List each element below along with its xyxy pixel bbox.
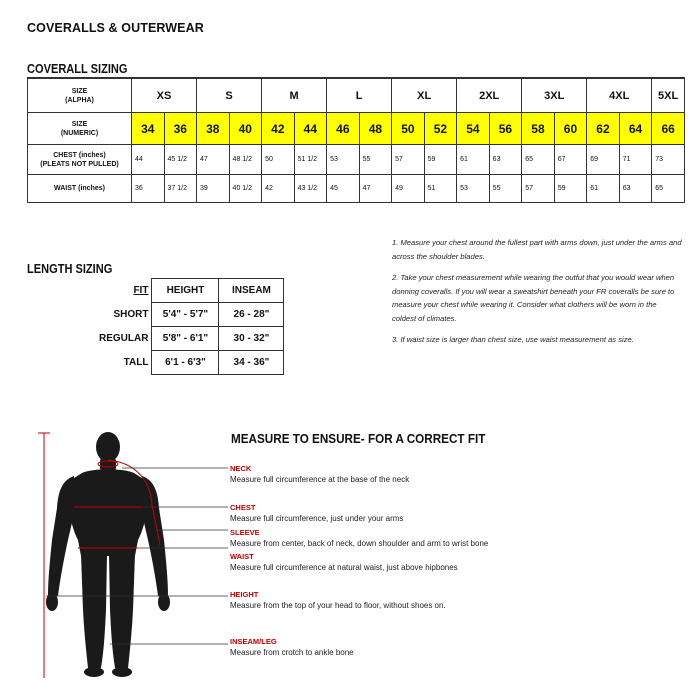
chest-value-cell: 48 1/2 xyxy=(229,145,262,175)
measure-desc: Measure from crotch to ankle bone xyxy=(230,648,354,657)
chest-value-cell: 50 xyxy=(262,145,295,175)
measure-label: SLEEVE xyxy=(230,528,260,537)
numeric-size-cell: 64 xyxy=(619,113,652,145)
chest-value-cell: 47 xyxy=(197,145,230,175)
chest-row xyxy=(28,145,685,175)
chest-value-cell: 51 1/2 xyxy=(294,145,327,175)
chest-value-cell: 45 1/2 xyxy=(164,145,197,175)
length-row xyxy=(95,327,284,351)
waist-row xyxy=(28,175,685,203)
page-title: COVERALLS & OUTERWEAR xyxy=(27,21,204,35)
waist-value-cell: 39 xyxy=(197,175,230,203)
numeric-size-cell: 66 xyxy=(652,113,685,145)
chest-value-cell: 57 xyxy=(392,145,425,175)
height-header: HEIGHT xyxy=(152,279,219,303)
numeric-size-cell: 62 xyxy=(587,113,620,145)
waist-value-cell: 65 xyxy=(652,175,685,203)
waist-value-cell: 53 xyxy=(457,175,490,203)
waist-value-cell: 51 xyxy=(424,175,457,203)
alpha-size-cell: S xyxy=(197,79,262,113)
chest-row-label: CHEST (inches) (PLEATS NOT PULLED) xyxy=(28,145,132,175)
measure-waist xyxy=(230,552,690,573)
note-2: 2. Take your chest measurement while wearing the outfut that you would wear when donning coveralls. If you will wear a sweatshirt beneath your FR coveralls be sure to measure your chest while wearing it. Consider what clothers will be worn in the coldest of climates. xyxy=(392,273,675,323)
waist-value-cell: 55 xyxy=(489,175,522,203)
waist-value-cell: 43 1/2 xyxy=(294,175,327,203)
length-header-row xyxy=(95,279,284,303)
measure-chest xyxy=(230,503,690,524)
alpha-row-label: SIZE (ALPHA) xyxy=(28,79,132,113)
fit-header: FIT xyxy=(95,279,152,303)
chest-value-cell: 73 xyxy=(652,145,685,175)
numeric-size-cell: 42 xyxy=(262,113,295,145)
numeric-size-cell: 38 xyxy=(197,113,230,145)
numeric-size-row xyxy=(28,113,685,145)
chest-value-cell: 55 xyxy=(359,145,392,175)
measure-desc: Measure from center, back of neck, down shoulder and arm to wrist bone xyxy=(230,539,489,548)
numeric-size-cell: 56 xyxy=(489,113,522,145)
numeric-size-cell: 58 xyxy=(522,113,555,145)
measure-label: INSEAM/LEG xyxy=(230,637,277,646)
alpha-size-cell: L xyxy=(327,79,392,113)
waist-value-cell: 59 xyxy=(554,175,587,203)
chest-value-cell: 44 xyxy=(132,145,165,175)
waist-value-cell: 37 1/2 xyxy=(164,175,197,203)
waist-value-cell: 61 xyxy=(587,175,620,203)
numeric-size-cell: 54 xyxy=(457,113,490,145)
alpha-size-cell: 2XL xyxy=(457,79,522,113)
waist-row-label: WAIST (inches) xyxy=(28,175,132,203)
waist-value-cell: 36 xyxy=(132,175,165,203)
numeric-size-cell: 44 xyxy=(294,113,327,145)
chest-value-cell: 69 xyxy=(587,145,620,175)
alpha-size-cell: XS xyxy=(132,79,197,113)
numeric-size-cell: 46 xyxy=(327,113,360,145)
body-figure-icon xyxy=(0,430,230,690)
inseam-header: INSEAM xyxy=(219,279,284,303)
numeric-size-cell: 36 xyxy=(164,113,197,145)
height-cell: 5'4" - 5'7" xyxy=(152,303,219,327)
alpha-size-row xyxy=(28,79,685,113)
measure-desc: Measure full circumference at the base of the neck xyxy=(230,475,410,484)
fit-cell: REGULAR xyxy=(95,327,152,351)
height-cell: 6'1 - 6'3" xyxy=(152,351,219,375)
chest-value-cell: 59 xyxy=(424,145,457,175)
measure-inseam xyxy=(230,637,690,658)
chest-value-cell: 65 xyxy=(522,145,555,175)
measure-desc: Measure from the top of your head to floor, without shoes on. xyxy=(230,601,446,610)
alpha-size-cell: M xyxy=(262,79,327,113)
waist-value-cell: 63 xyxy=(619,175,652,203)
waist-value-cell: 47 xyxy=(359,175,392,203)
chest-value-cell: 63 xyxy=(489,145,522,175)
numeric-row-label: SIZE (NUMERIC) xyxy=(28,113,132,145)
chest-value-cell: 53 xyxy=(327,145,360,175)
alpha-size-cell: XL xyxy=(392,79,457,113)
waist-value-cell: 42 xyxy=(262,175,295,203)
measure-label: HEIGHT xyxy=(230,590,259,599)
waist-value-cell: 57 xyxy=(522,175,555,203)
fit-cell: TALL xyxy=(95,351,152,375)
waist-value-cell: 49 xyxy=(392,175,425,203)
waist-value-cell: 45 xyxy=(327,175,360,203)
note-3: 3. If waist size is larger than chest size, use waist measurement as size. xyxy=(392,335,634,344)
length-row xyxy=(95,351,284,375)
alpha-size-cell: 3XL xyxy=(522,79,587,113)
numeric-size-cell: 52 xyxy=(424,113,457,145)
length-size-table xyxy=(95,278,284,375)
numeric-size-cell: 60 xyxy=(554,113,587,145)
waist-value-cell: 40 1/2 xyxy=(229,175,262,203)
measure-height xyxy=(230,590,690,611)
length-sizing-title: LENGTH SIZING xyxy=(27,261,113,276)
fit-cell: SHORT xyxy=(95,303,152,327)
chest-value-cell: 61 xyxy=(457,145,490,175)
numeric-size-cell: 50 xyxy=(392,113,425,145)
measure-title: MEASURE TO ENSURE- FOR A CORRECT FIT xyxy=(231,431,486,446)
numeric-size-cell: 34 xyxy=(132,113,165,145)
coverall-sizing-title: COVERALL SIZING xyxy=(27,61,128,76)
height-cell: 5'8" - 6'1" xyxy=(152,327,219,351)
measure-neck xyxy=(230,464,690,485)
measure-desc: Measure full circumference, just under your arms xyxy=(230,514,404,523)
measure-label: CHEST xyxy=(230,503,256,512)
numeric-size-cell: 48 xyxy=(359,113,392,145)
alpha-size-cell: 4XL xyxy=(587,79,652,113)
length-row xyxy=(95,303,284,327)
measurement-notes xyxy=(392,236,682,355)
chest-value-cell: 71 xyxy=(619,145,652,175)
coverall-size-table xyxy=(27,78,685,203)
measure-label: WAIST xyxy=(230,552,254,561)
inseam-cell: 26 - 28" xyxy=(219,303,284,327)
measure-desc: Measure full circumference at natural waist, just above hipbones xyxy=(230,563,458,572)
inseam-cell: 34 - 36" xyxy=(219,351,284,375)
inseam-cell: 30 - 32" xyxy=(219,327,284,351)
measure-sleeve xyxy=(230,528,690,549)
measure-label: NECK xyxy=(230,464,252,473)
note-1: 1. Measure your chest around the fullest part with arms down, just under the arms and across the shoulder blades. xyxy=(392,238,682,261)
chest-value-cell: 67 xyxy=(554,145,587,175)
numeric-size-cell: 40 xyxy=(229,113,262,145)
alpha-size-cell: 5XL xyxy=(652,79,685,113)
